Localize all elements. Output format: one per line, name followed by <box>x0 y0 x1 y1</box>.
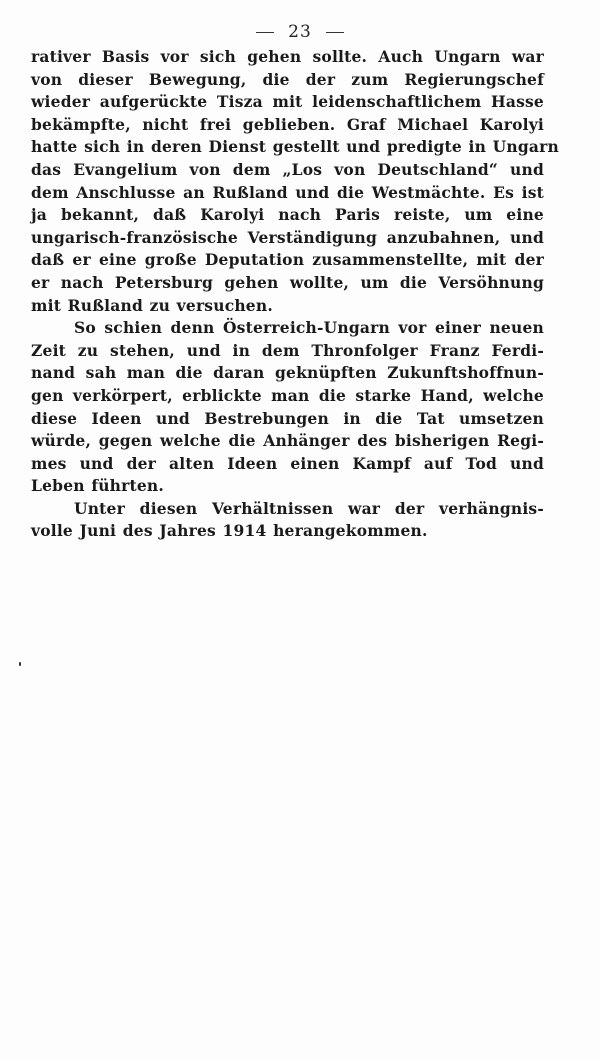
header-dash-left <box>256 32 274 33</box>
header-dash-right <box>326 32 344 33</box>
text-line: Leben führten. <box>31 476 164 496</box>
text-line: würde, gegen welche die Anhänger des bisherigen Regi- <box>31 431 544 451</box>
paragraph <box>31 498 544 543</box>
text-line: Unter diesen Verhältnissen war der verhängnis- <box>74 498 544 518</box>
text-line: volle Juni des Jahres 1914 herangekommen. <box>31 521 428 541</box>
text-line: So schien denn Österreich-Ungarn vor einer neuen <box>74 318 544 338</box>
text-line: diese Ideen und Bestrebungen in die Tat umsetzen <box>31 408 544 428</box>
text-line: ja bekannt, daß Karolyi nach Paris reiste, um eine <box>31 205 544 225</box>
paragraph <box>31 46 559 317</box>
page-number: 23 <box>288 22 312 42</box>
text-line: Zeit zu stehen, und in dem Thronfolger Franz Ferdi- <box>31 340 544 360</box>
text-line: daß er eine große Deputation zusammenstellte, mit der <box>31 250 544 270</box>
text-line: hatte sich in deren Dienst gestellt und predigte in Ungarn <box>31 137 559 157</box>
text-line: bekämpfte, nicht frei geblieben. Graf Michael Karolyi <box>31 114 544 134</box>
text-line: rativer Basis vor sich gehen sollte. Auch Ungarn war <box>31 47 544 66</box>
paragraph <box>31 317 544 498</box>
text-line: mes und der alten Ideen einen Kampf auf Tod und <box>31 453 544 473</box>
text-line: wieder aufgerückte Tisza mit leidenschaftlichem Hasse <box>31 92 544 112</box>
text-line: er nach Petersburg gehen wollte, um die Versöhnung <box>31 272 544 292</box>
page-number-header <box>0 22 600 42</box>
body-text <box>31 46 559 543</box>
text-line: das Evangelium von dem „Los von Deutschland“ und <box>31 159 544 179</box>
text-line: von dieser Bewegung, die der zum Regierungschef <box>31 69 544 89</box>
scan-speck <box>19 662 21 666</box>
text-line: dem Anschlusse an Rußland und die Westmächte. Es ist <box>31 182 544 202</box>
text-line: gen verkörpert, erblickte man die starke Hand, welche <box>31 385 544 405</box>
text-line: nand sah man die daran geknüpften Zukunftshoffnun- <box>31 363 544 383</box>
text-line: ungarisch-französische Verständigung anzubahnen, und <box>31 227 544 247</box>
text-line: mit Rußland zu versuchen. <box>31 295 273 315</box>
